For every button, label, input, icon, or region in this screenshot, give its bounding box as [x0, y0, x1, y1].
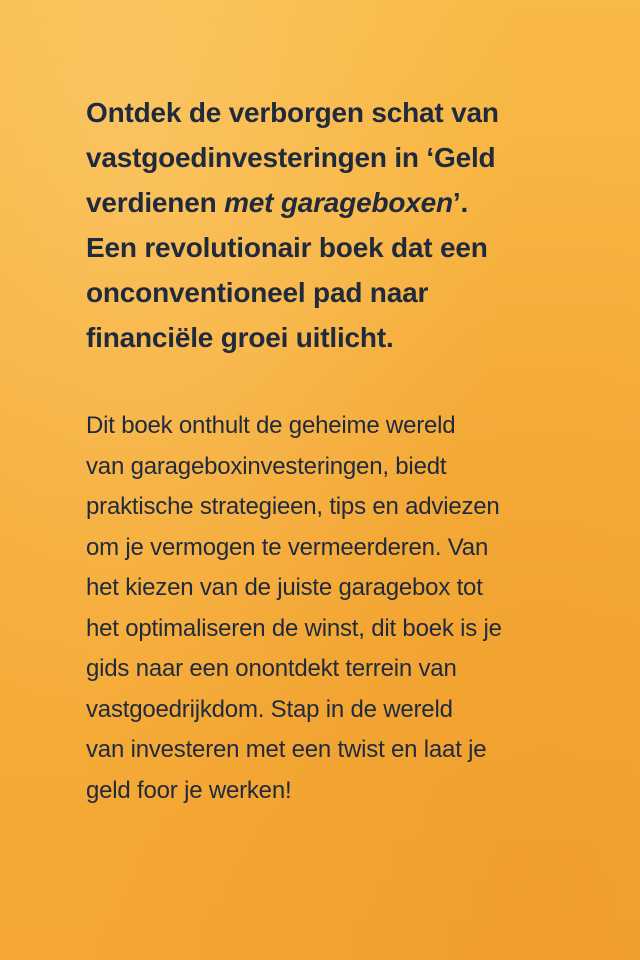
description-line: gids naar een onontdekt terrein van: [86, 655, 457, 682]
intro-paragraph: [86, 90, 586, 360]
description-line: praktische strategieen, tips en adviezen: [86, 493, 500, 520]
description-line: van garageboxinvesteringen, biedt: [86, 452, 447, 480]
description-line: geld foor je werken!: [86, 776, 292, 804]
description-line: om je vermogen te vermeerderen. Van: [86, 533, 489, 561]
cover-text-block: [86, 90, 586, 811]
intro-text: ’.: [452, 187, 469, 218]
intro-line: onconventioneel pad naar: [86, 277, 429, 308]
intro-line: vastgoedinvesteringen in ‘Geld: [86, 142, 496, 173]
intro-line: [86, 180, 586, 225]
description-line: vastgoedrijkdom. Stap in de wereld: [86, 695, 453, 723]
intro-line: financiële groei uitlicht.: [86, 322, 394, 353]
book-title-emphasis: met garageboxen: [224, 187, 453, 218]
description-line: het optimaliseren de winst, dit boek is je: [86, 614, 502, 642]
intro-text: verdienen: [86, 187, 225, 218]
description-line: van investeren met een twist en laat je: [86, 736, 487, 763]
intro-line: Ontdek de verborgen schat van: [86, 97, 499, 128]
description-line: het kiezen van de juiste garagebox tot: [86, 574, 483, 601]
intro-line: Een revolutionair boek dat een: [86, 232, 488, 263]
description-line: Dit boek onthult de geheime wereld: [86, 412, 456, 439]
description-paragraph: [86, 406, 586, 811]
